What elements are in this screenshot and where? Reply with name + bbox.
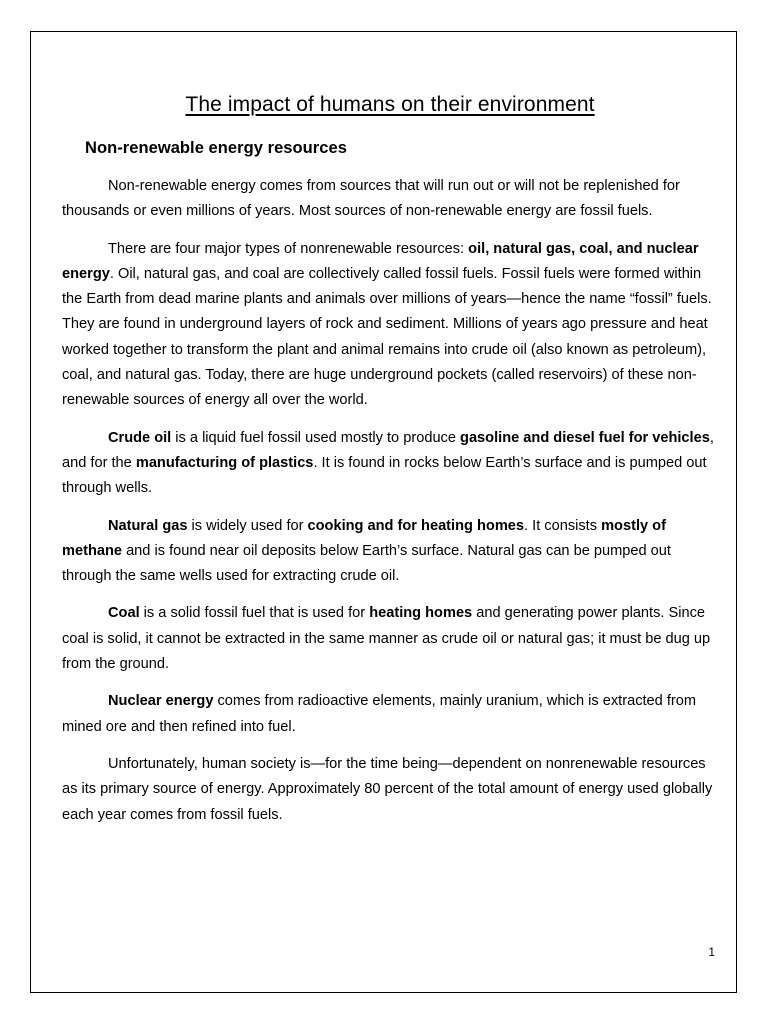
paragraph-text: There are four major types of nonrenewable resources: [108, 240, 469, 257]
section-heading: Non-renewable energy resources [85, 139, 347, 157]
bold-term: Nuclear energy [108, 693, 214, 710]
paragraph-text: and generating power plants. Since coal is solid, it cannot be extracted in the same manner as crude oil or natural gas; it must be dug up from the ground. [62, 605, 711, 673]
paragraph-crude-oil [62, 426, 718, 502]
paragraph-text: and is found near oil deposits below Earth’s surface. Natural gas can be pumped out through the same wells used for extracting crude oil. [62, 542, 671, 585]
bold-term: oil, natural gas, coal, and nuclear energy [62, 240, 699, 282]
page-title: The impact of humans on their environment [185, 93, 595, 116]
paragraph-text: , and for the [62, 429, 714, 471]
paragraph-text: comes from radioactive elements, mainly uranium, which is extracted from mined ore and then refined into fuel. [62, 693, 697, 735]
bold-term: manufacturing of plastics [135, 454, 314, 471]
bold-term: mostly of methane [62, 517, 666, 559]
bold-term: heating homes [369, 605, 473, 622]
paragraph-text: . Oil, natural gas, and coal are collectively called fossil fuels. Fossil fuels were formed within the Earth from dead marine plants and animals over millions of years—hence the name “fossil” fuels. They are found in underground layers of rock and sediment. Millions of years ago pressure and heat worked together to transform the plant and animal remains into crude oil (also known as petroleum), coal, and natural gas. Today, there are huge underground pockets (called reservoirs) of these non-renewable sources of energy all over the world. [62, 265, 712, 409]
page-number: 1 [708, 945, 715, 959]
paragraph-coal [62, 601, 718, 677]
bold-term: cooking and for heating homes [307, 517, 525, 534]
bold-term: Crude oil [108, 429, 172, 446]
bold-term: Coal [108, 605, 140, 622]
paragraph-text: is a liquid fuel fossil used mostly to produce [171, 429, 461, 446]
paragraph-types [62, 237, 718, 414]
paragraph-text: . It is found in rocks below Earth’s surface and is pumped out through wells. [62, 454, 707, 497]
paragraph-nuclear [62, 689, 718, 740]
paragraph-text: is a solid fossil fuel that is used for [139, 605, 370, 622]
paragraph-intro: Non-renewable energy comes from sources that will run out or will not be replenished for thousands or even millions of years. Most sources of non-renewable energy are fossil fuels. [62, 178, 680, 220]
document-page [30, 31, 737, 993]
paragraph-natural-gas [62, 514, 718, 590]
bold-term: gasoline and diesel fuel for vehicles [460, 429, 710, 446]
paragraph-text: . It consists [524, 517, 602, 534]
bold-term: Natural gas [108, 517, 188, 534]
paragraph-text: is widely used for [187, 517, 308, 534]
page-content [62, 93, 718, 840]
paragraph-conclusion: Unfortunately, human society is—for the time being—dependent on nonrenewable resources as its primary source of energy. Approximately 80 percent of the total amount of energy used globally each year comes from fossil fuels. [62, 755, 713, 823]
